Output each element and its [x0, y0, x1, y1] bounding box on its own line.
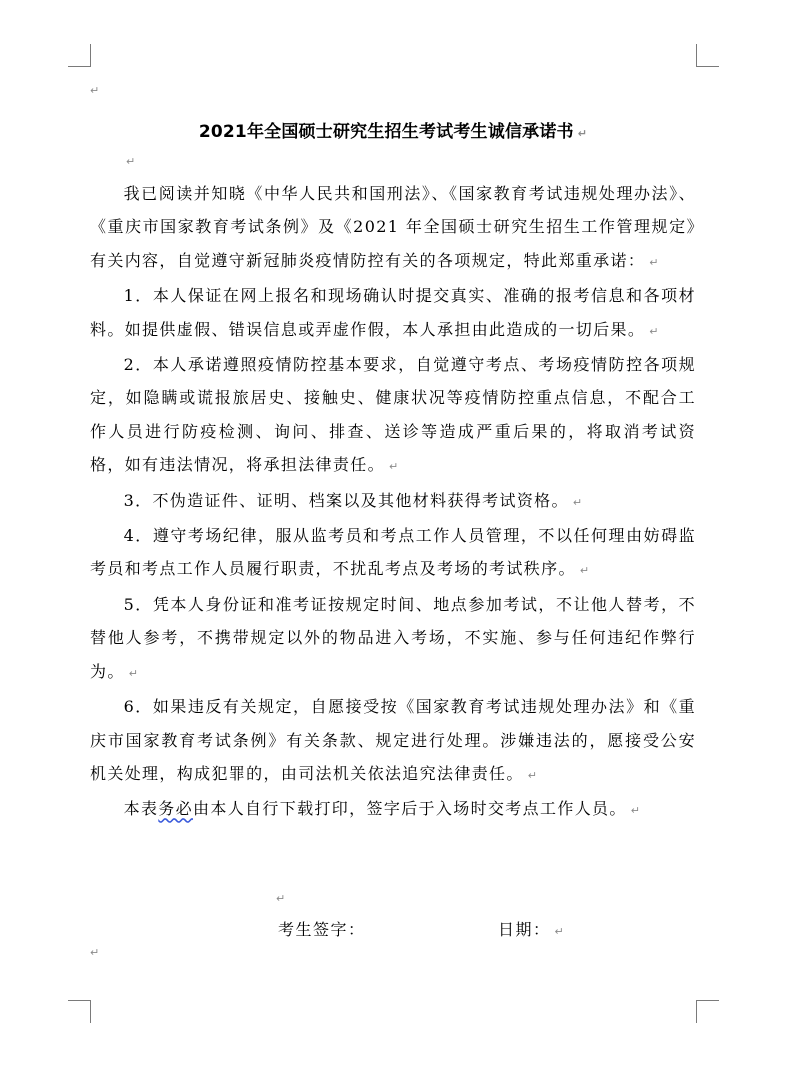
crop-mark-top-left — [68, 44, 91, 67]
paragraph-mark-icon: ↵ — [577, 127, 588, 140]
paragraph-mark-icon: ↵ — [276, 892, 286, 905]
pledge-item-4: 4．遵守考场纪律，服从监考员和考点工作人员管理，不以任何理由妨碍监考员和考点工作人员履行职责，不扰乱考点及考场的考试秩序。 ↵ — [90, 526, 696, 579]
paragraph-mark-icon: ↵ — [527, 768, 539, 782]
intro-paragraph: 我已阅读并知晓《中华人民共和国刑法》、《国家教育考试违规处理办法》、《重庆市国家教育考试条例》及《2021 年全国硕士研究生招生工作管理规定》有关内容，自觉遵守新冠肺炎疫情防控有关的各项规定，特此郑重承诺： ↵ — [90, 184, 696, 270]
paragraph-mark-icon: ↵ — [126, 155, 136, 168]
crop-mark-bottom-left — [68, 1000, 91, 1023]
title-text: 2021年全国硕士研究生招生考试考生诚信承诺书 — [198, 122, 574, 142]
paragraph-mark-icon: ↵ — [649, 324, 660, 338]
paragraph-mark-icon: ↵ — [630, 804, 642, 818]
date-label: 日期： ↵ — [498, 920, 566, 939]
pledge-item-5: 5．凭本人身份证和准考证按规定时间、地点参加考试，不让他人替考，不替他人参考，不携带规定以外的物品进入考场，不实施、参与任何违纪作弊行为。 ↵ — [90, 594, 696, 681]
crop-mark-top-right — [696, 44, 719, 67]
paragraph-mark-icon: ↵ — [90, 946, 100, 959]
print-note: 本表务必由本人自行下载打印，签字后于入场时交考点工作人员。 ↵ — [123, 799, 642, 819]
document-title — [90, 117, 696, 142]
paragraph-mark-icon: ↵ — [554, 925, 566, 938]
pledge-item-1: 1．本人保证在网上报名和现场确认时提交真实、准确的报考信息和各项材料。如提供虚假、错误信息或弄虚作假，本人承担由此造成的一切后果。 ↵ — [90, 286, 696, 339]
paragraph-mark-icon: ↵ — [128, 666, 140, 680]
document-body — [90, 177, 696, 828]
paragraph-mark-icon: ↵ — [579, 564, 591, 578]
paragraph-mark-icon: ↵ — [388, 460, 400, 474]
pledge-item-2: 2．本人承诺遵照疫情防控基本要求，自觉遵守考点、考场疫情防控各项规定，如隐瞒或谎报旅居史、接触史、健康状况等疫情防控重点信息，不配合工作人员进行防疫检测、询问、排查、送诊等造成严重后果的，将取消考试资格，如有违法情况，将承担法律责任。 ↵ — [90, 355, 696, 475]
paragraph-mark-icon: ↵ — [90, 84, 100, 97]
pledge-item-6: 6．如果违反有关规定，自愿接受按《国家教育考试违规处理办法》和《重庆市国家教育考试条例》有关条款、规定进行处理。涉嫌违法的，愿接受公安机关处理，构成犯罪的，由司法机关依法追究法律责任。 ↵ — [90, 697, 696, 783]
crop-mark-bottom-right — [696, 1000, 719, 1023]
paragraph-mark-icon: ↵ — [572, 495, 584, 509]
paragraph-mark-icon: ↵ — [649, 255, 660, 269]
spellcheck-underlined-word[interactable]: 务必 — [158, 799, 193, 819]
signature-label: 考生签字： — [278, 920, 366, 939]
pledge-item-3: 3．不伪造证件、证明、档案以及其他材料获得考试资格。 ↵ — [123, 490, 584, 510]
